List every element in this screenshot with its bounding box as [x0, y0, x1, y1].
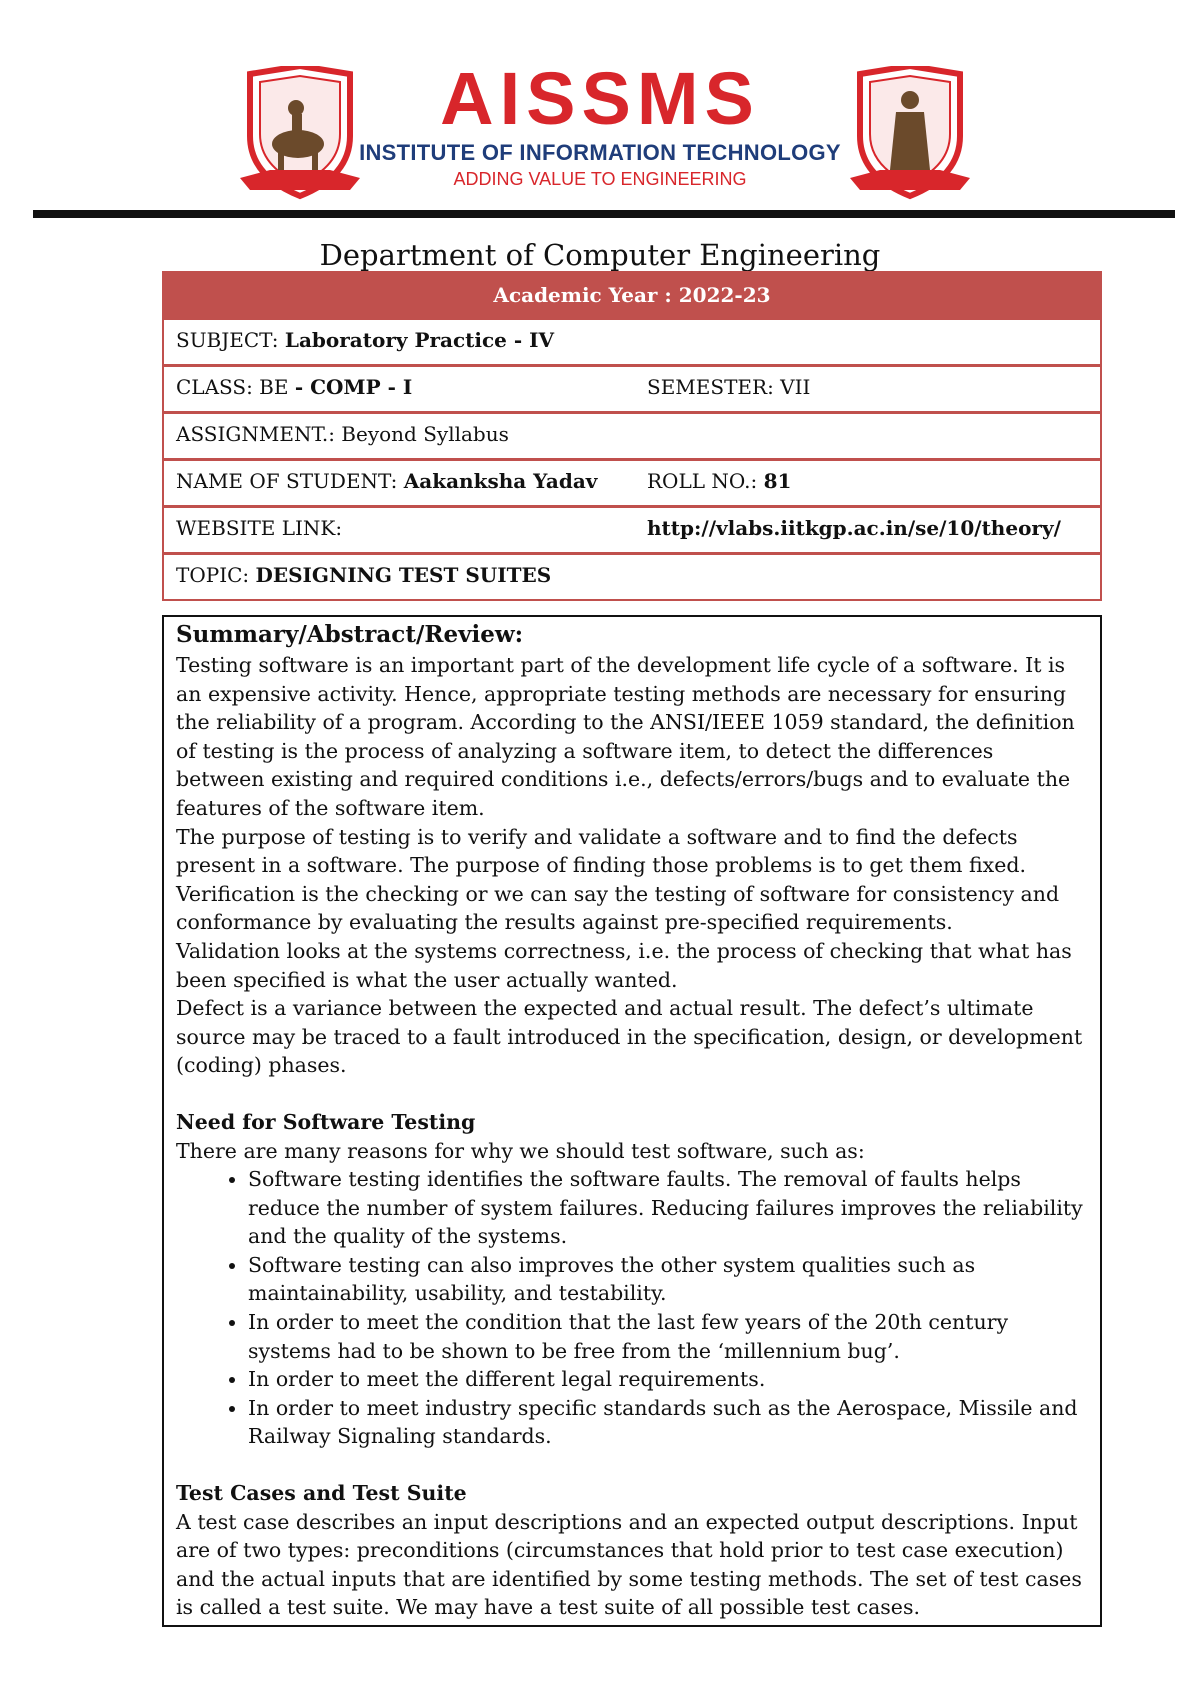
summary-paragraph: Defect is a variance between the expected and actual result. The defect’s ultimate source may be traced to a fault introduced in the specification, design, or development (coding) phases. — [176, 996, 1083, 1078]
brand-block — [350, 57, 850, 190]
topic-value: DESIGNING TEST SUITES — [255, 563, 552, 587]
need-section-title: Need for Software Testing — [176, 1109, 476, 1134]
need-list — [176, 1165, 1088, 1451]
semester-cell: SEMESTER: VII — [647, 375, 811, 399]
topic-row — [164, 552, 1100, 599]
assignment-cell: ASSIGNMENT.: Beyond Syllabus — [176, 422, 509, 446]
test-suite-paragraph: A test case describes an input descriptions and an expected output descriptions. Input are of two types: preconditions (circumstances that hold prior to test case execution) and the actual inputs that are identified by some testing methods. The set of test cases is called a test suite. We may have a test suite of all possible test cases. — [176, 1509, 1082, 1620]
website-link[interactable]: http://vlabs.iitkgp.ac.in/se/10/theory/ — [647, 516, 1061, 540]
subject-row — [164, 317, 1100, 364]
summary-title: Summary/Abstract/Review: — [176, 621, 524, 648]
website-row — [164, 505, 1100, 552]
student-cell — [176, 461, 597, 501]
class-label: CLASS: BE — [176, 375, 295, 399]
list-item: • In order to meet industry specific standards such as the Aerospace, Missile and Railway Signaling standards. — [248, 1394, 1088, 1451]
student-row — [164, 458, 1100, 505]
summary-paragraph: Validation looks at the systems correctness, i.e. the process of checking that what has been specified is what the user actually wanted. — [176, 938, 1072, 992]
summary-paragraph: The purpose of testing is to verify and validate a software and to find the defects present in a software. The purpose of finding those problems is to get them fixed. — [176, 824, 1026, 878]
header-rule — [33, 210, 1175, 218]
subject-value: Laboratory Practice - IV — [284, 328, 554, 352]
subject-label: SUBJECT: — [176, 328, 285, 352]
class-row — [164, 364, 1100, 411]
roll-cell — [647, 461, 791, 501]
test-suite-section-title: Test Cases and Test Suite — [176, 1481, 467, 1506]
founder-crest-logo — [850, 66, 970, 200]
summary-paragraph: Verification is the checking or we can say the testing of software for consistency and conformance by evaluating the results against pre-specified requirements. — [176, 881, 1060, 935]
need-intro: There are many reasons for why we should test software, such as: — [176, 1138, 865, 1163]
student-name: Aakanksha Yadav — [403, 469, 598, 493]
assignment-row — [164, 411, 1100, 458]
academic-year-heading: Academic Year : 2022-23 — [164, 273, 1100, 317]
topic-label: TOPIC: — [176, 563, 256, 587]
letterhead — [0, 0, 1200, 230]
website-label: WEBSITE LINK: — [176, 516, 343, 540]
shivaji-crest-logo — [240, 66, 360, 200]
list-item: • In order to meet the condition that the last few years of the 20th century systems had to be shown to be free from the ‘millennium bug’. — [248, 1308, 1088, 1365]
class-value: - COMP - I — [294, 375, 413, 399]
subject-cell — [176, 320, 554, 360]
summary-box — [162, 615, 1102, 1627]
department-title: Department of Computer Engineering — [319, 238, 881, 272]
student-label: NAME OF STUDENT: — [176, 469, 404, 493]
brand-name: AISSMS — [440, 57, 760, 140]
list-item: • Software testing identifies the software faults. The removal of faults helps reduce the number of system failures. Reducing failures improves the reliability and the quality of the systems. — [248, 1165, 1088, 1251]
roll-label: ROLL NO.: — [647, 469, 764, 493]
brand-subtitle: INSTITUTE OF INFORMATION TECHNOLOGY — [359, 140, 841, 165]
roll-value: 81 — [763, 469, 792, 493]
summary-paragraph: Testing software is an important part of the development life cycle of a software. It is an expensive activity. Hence, appropriate testing methods are necessary for ensuring the reliability of a program. According to the ANSI/IEEE 1059 standard, the definition of testing is the process of analyzing a software item, to detect the differences between existing and required conditions i.e., defects/errors/bugs and to evaluate the features of the software item. — [176, 653, 1075, 820]
list-item: • Software testing can also improves the other system qualities such as maintainability, usability, and testability. — [248, 1251, 1088, 1308]
class-cell — [176, 367, 412, 407]
assignment-info-table — [162, 271, 1102, 601]
topic-cell — [176, 555, 551, 595]
brand-tagline: ADDING VALUE TO ENGINEERING — [453, 169, 747, 189]
list-item: • In order to meet the different legal requirements. — [248, 1365, 1088, 1394]
